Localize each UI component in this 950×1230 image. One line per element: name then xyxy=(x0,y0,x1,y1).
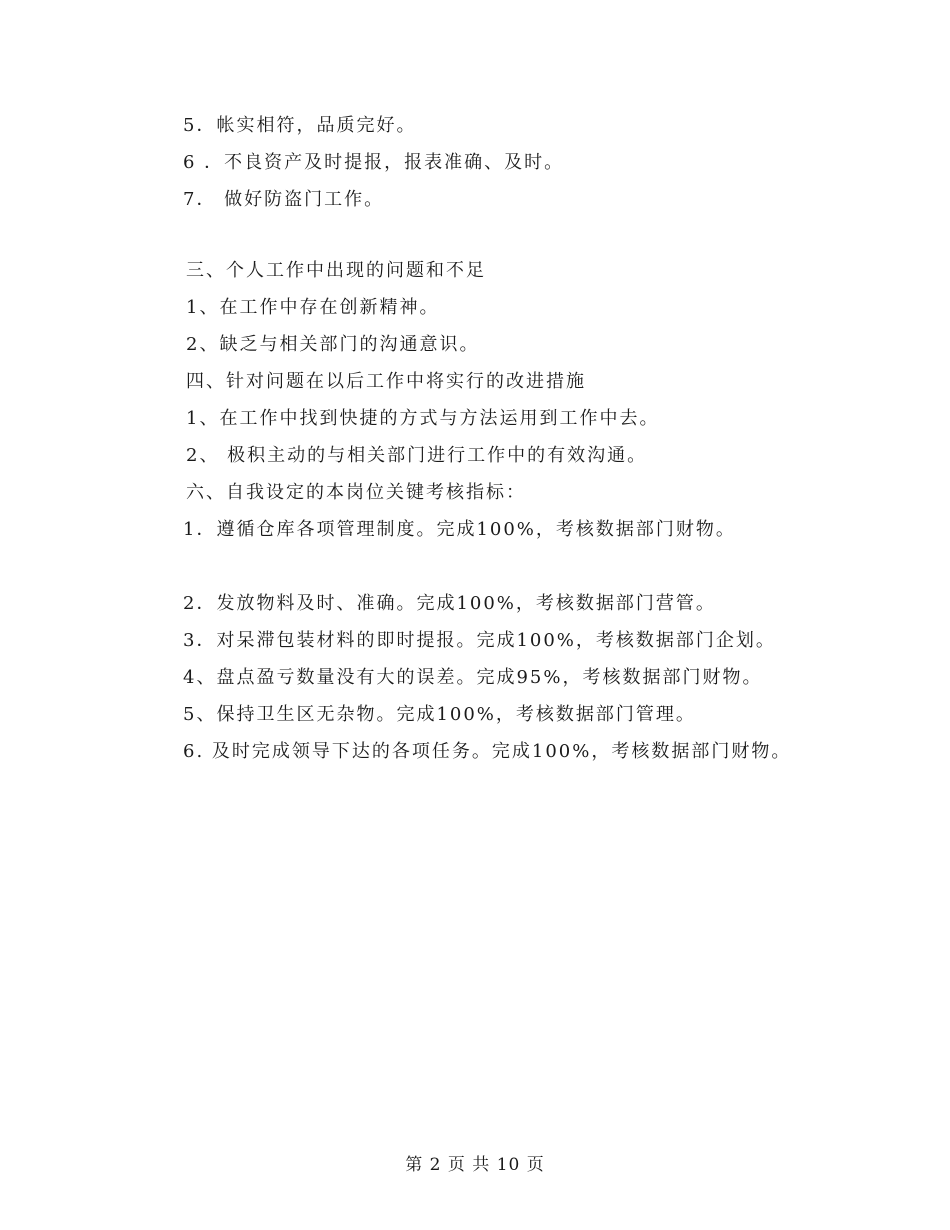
section-heading: 六、自我设定的本岗位关键考核指标： xyxy=(186,482,526,503)
list-item: 2．发放物料及时、准确。完成100%，考核数据部门营管。 xyxy=(183,593,716,614)
section-heading: 四、针对问题在以后工作中将实行的改进措施 xyxy=(186,371,586,392)
list-item: 2、 极积主动的与相关部门进行工作中的有效沟通。 xyxy=(186,445,648,466)
list-item: 2、缺乏与相关部门的沟通意识。 xyxy=(186,334,480,355)
section-heading: 三、个人工作中出现的问题和不足 xyxy=(186,260,486,281)
list-item: 5、保持卫生区无杂物。完成100%，考核数据部门管理。 xyxy=(183,704,696,725)
list-item: 3．对呆滞包装材料的即时提报。完成100%，考核数据部门企划。 xyxy=(183,630,776,651)
list-item: 4、盘点盈亏数量没有大的误差。完成95%，考核数据部门财物。 xyxy=(183,667,763,688)
list-item: 5．帐实相符，品质完好。 xyxy=(183,115,417,136)
page-footer: 第 2 页 共 10 页 xyxy=(405,1155,545,1175)
list-item: 1．遵循仓库各项管理制度。完成100%，考核数据部门财物。 xyxy=(183,519,736,540)
list-item: 7． 做好防盗门工作。 xyxy=(183,189,385,210)
list-item: 6 ．不良资产及时提报，报表准确、及时。 xyxy=(183,152,565,173)
list-item: 6. 及时完成领导下达的各项任务。完成100%，考核数据部门财物。 xyxy=(183,741,792,762)
list-item: 1、在工作中存在创新精神。 xyxy=(186,297,440,318)
list-item: 1、在工作中找到快捷的方式与方法运用到工作中去。 xyxy=(186,408,660,429)
